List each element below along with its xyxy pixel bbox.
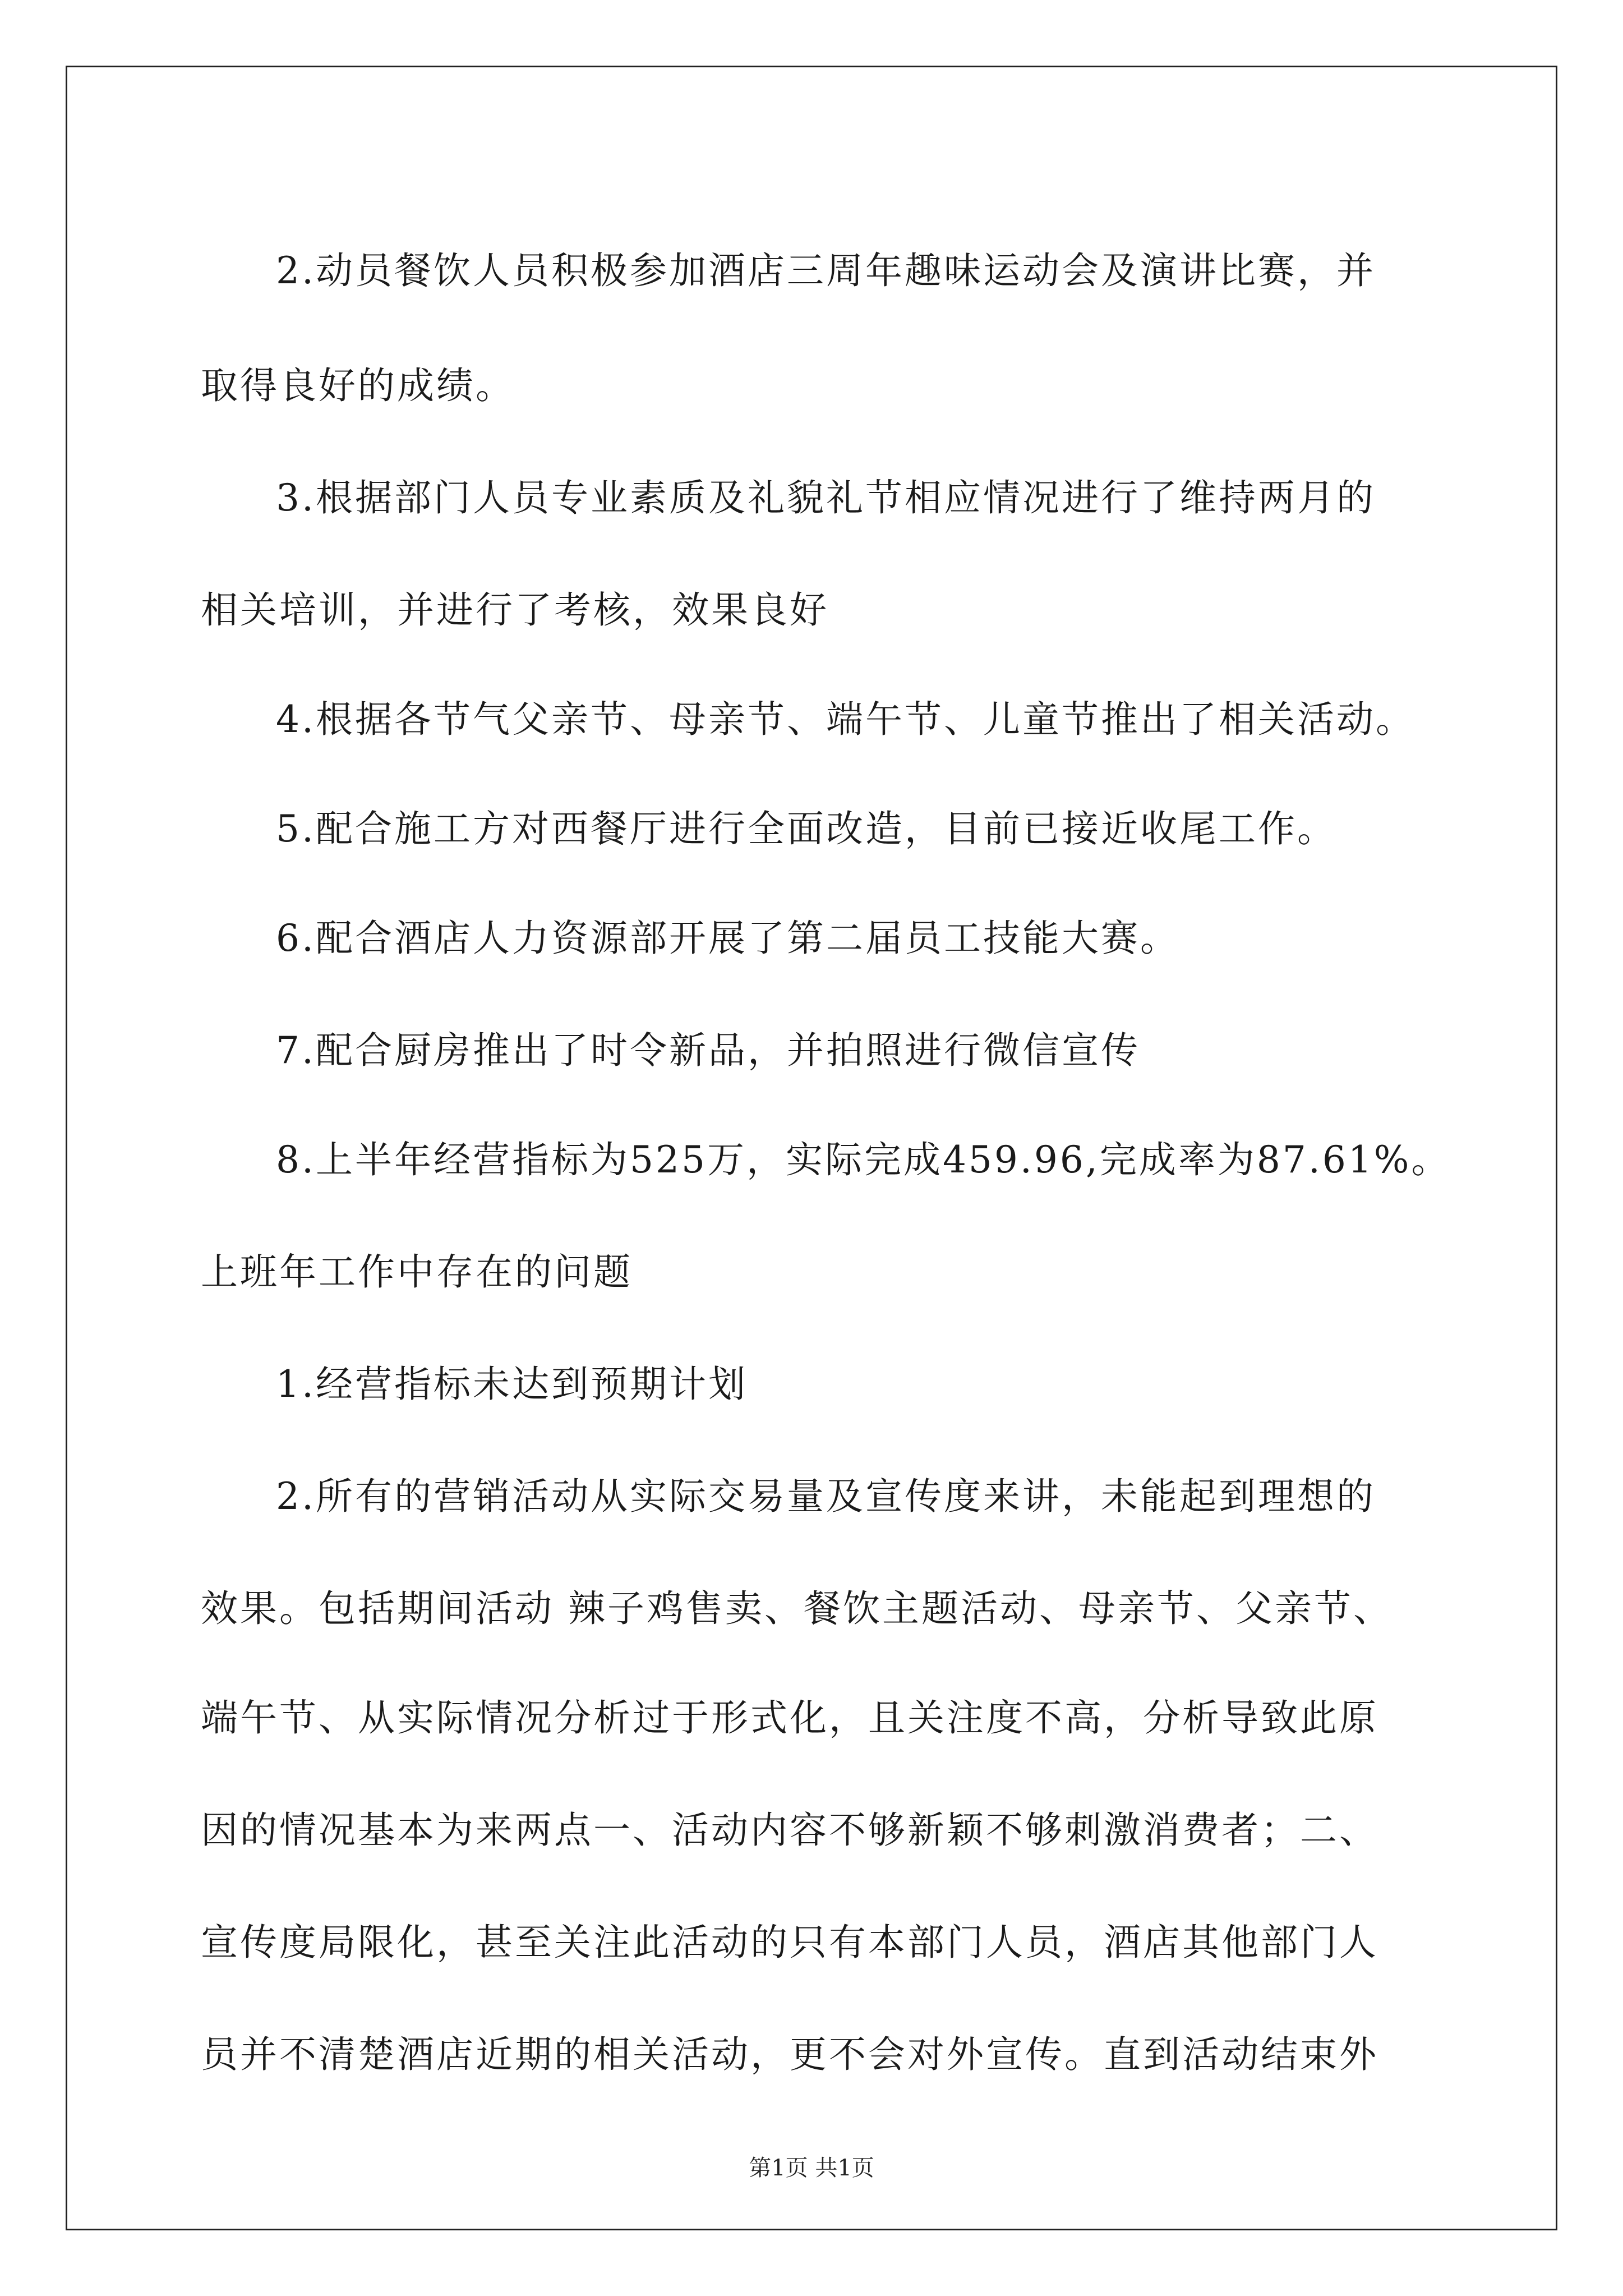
section-heading: 上班年工作中存在的问题 — [201, 1250, 633, 1294]
text-line: 3.根据部门人员专业素质及礼貌礼节相应情况进行了维持两月的 — [276, 476, 1376, 519]
page-footer: 第1页 共1页 — [749, 2155, 874, 2181]
text-line: 7.配合厨房推出了时令新品，并拍照进行微信宣传 — [276, 1029, 1140, 1072]
text-line: 端午节、从实际情况分析过于形式化，且关注度不高，分析导致此原 — [201, 1696, 1378, 1740]
text-line: 1.经营指标未达到预期计划 — [276, 1363, 748, 1406]
text-line: 效果。包括期间活动 辣子鸡售卖、餐饮主题活动、母亲节、父亲节、 — [201, 1587, 1393, 1630]
text-line: 5.配合施工方对西餐厅进行全面改造，目前已接近收尾工作。 — [276, 807, 1336, 850]
text-line: 相关培训，并进行了考核，效果良好 — [201, 588, 829, 632]
text-line: 4.根据各节气父亲节、母亲节、端午节、儿童节推出了相关活动。 — [276, 698, 1415, 741]
text-line: 因的情况基本为来两点一、活动内容不够新颖不够刺激消费者；二、 — [201, 1809, 1378, 1852]
page-frame — [66, 66, 1557, 2230]
text-line: 取得良好的成绩。 — [201, 364, 515, 407]
text-line: 6.配合酒店人力资源部开展了第二届员工技能大赛。 — [276, 917, 1179, 960]
text-line: 员并不清楚酒店近期的相关活动，更不会对外宣传。直到活动结束外 — [201, 2033, 1378, 2076]
text-line: 宣传度局限化，甚至关注此活动的只有本部门人员，酒店其他部门人 — [201, 1921, 1378, 1964]
text-line: 2.动员餐饮人员积极参加酒店三周年趣味运动会及演讲比赛，并 — [276, 249, 1376, 292]
text-line: 2.所有的营销活动从实际交易量及宣传度来讲，未能起到理想的 — [276, 1475, 1376, 1518]
text-line: 8.上半年经营指标为525万，实际完成459.96,完成率为87.61%。 — [276, 1138, 1451, 1181]
